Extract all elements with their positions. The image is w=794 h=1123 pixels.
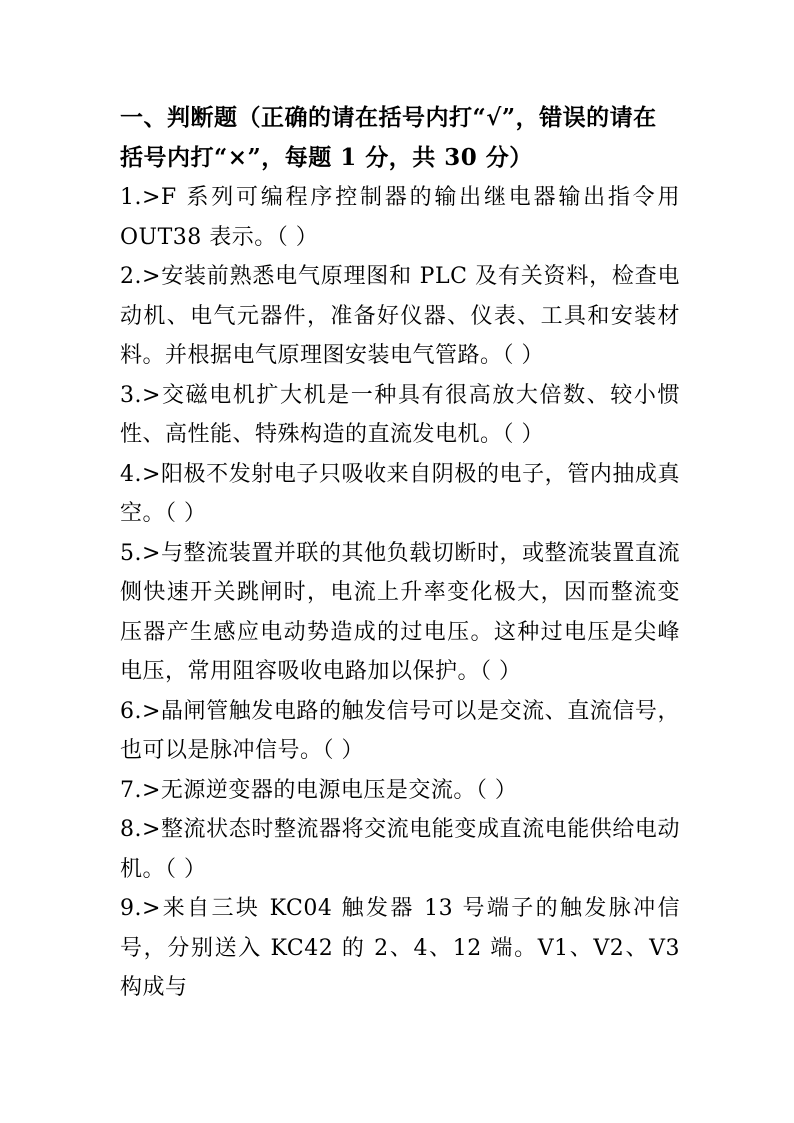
question-6: 6.>晶闸管触发电路的触发信号可以是交流、直流信号，也可以是脉冲信号。（ ） (120, 698, 680, 763)
question-3: 3.>交磁电机扩大机是一种具有很高放大倍数、较小惯性、高性能、特殊构造的直流发电机。（ ） (120, 382, 680, 447)
question-8: 8.>整流状态时整流器将交流电能变成直流电能供给电动机。（ ） (120, 817, 680, 882)
question-list (120, 178, 680, 1008)
question-4: 4.>阳极不发射电子只吸收来自阴极的电子，管内抽成真空。（ ） (120, 461, 680, 526)
section-heading: 一、判断题（正确的请在括号内打“√”，错误的请在括号内打“×”，每题 1 分，共 30 分） (120, 104, 657, 171)
question-2: 2.>安装前熟悉电气原理图和 PLC 及有关资料，检查电动机、电气元器件，准备好仪器、仪表、工具和安装材料。并根据电气原理图安装电气管路。（ ） (120, 264, 680, 368)
question-9: 9.>来自三块 KC04 触发器 13 号端子的触发脉冲信号，分别送入 KC42 的 2、4、12 端。V1、V2、V3 构成与 (120, 896, 680, 1000)
question-1: 1.>F 系列可编程序控制器的输出继电器输出指令用 OUT38 表示。（ ） (120, 185, 680, 250)
document-page (120, 98, 680, 1008)
question-7: 7.>无源逆变器的电源电压是交流。（ ） (120, 777, 518, 803)
question-5: 5.>与整流装置并联的其他负载切断时，或整流装置直流侧快速开关跳闸时，电流上升率变化极大，因而整流变压器产生感应电动势造成的过电压。这种过电压是尖峰电压，常用阻容吸收电路加以保护。（ ） (120, 540, 680, 684)
